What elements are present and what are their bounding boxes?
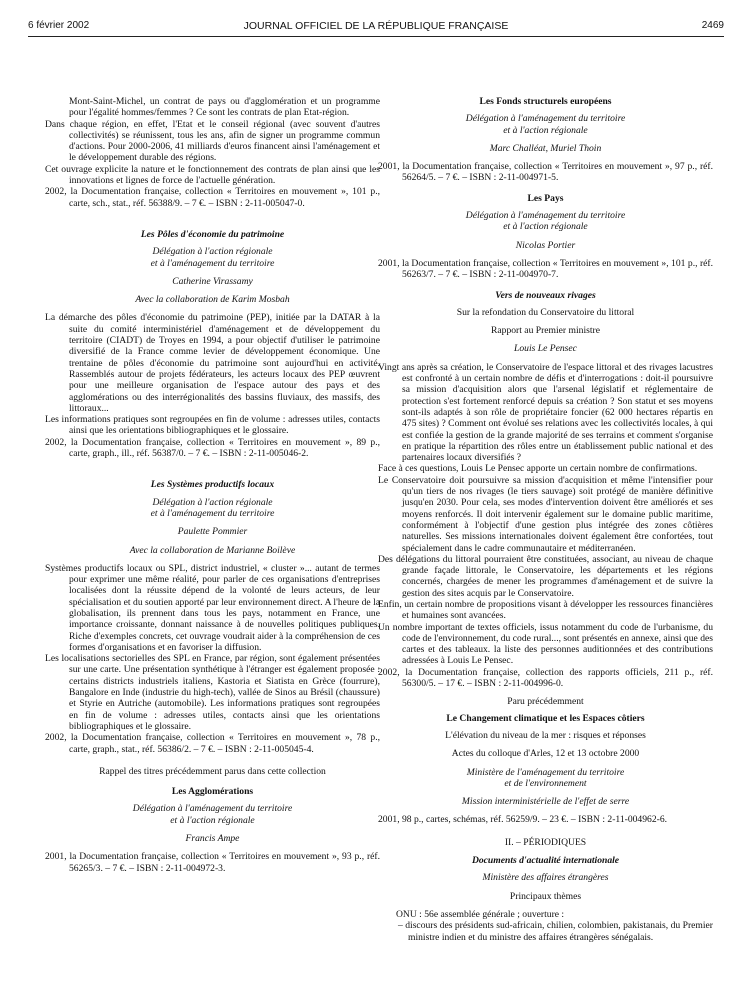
author: Nicolas Portier bbox=[515, 239, 576, 251]
body-paragraph: Le Conservatoire doit poursuivre sa mission d'acquisition et même l'intensifier pour qu'un tiers de nos rivages (le tiers sauvage) soit protégé de manière définitive jusqu'en 2030. Pour cela, ses modes d'intervention doivent être améliorés et ses moyens renforcés. Il doit intervenir également sur le domaine public maritime, conformément à l'objectif d'une gestion plus intégrée des zones côtières naturelles. Ses missions internationales doivent également être confortées, tout spécialement dans le cadre communautaire et méditerranéen. bbox=[378, 474, 713, 554]
collaboration: Avec la collaboration de Marianne Boilève bbox=[129, 544, 296, 556]
section-title: Documents d'actualité internationale bbox=[471, 855, 620, 867]
organisation: Mission interministérielle de l'effet de serre bbox=[461, 796, 630, 808]
section-subtitle: Rapport au Premier ministre bbox=[491, 325, 600, 337]
left-column bbox=[45, 96, 380, 874]
organisation: Ministère de l'aménagement du territoire bbox=[466, 766, 625, 778]
intro-paragraph: Mont-Saint-Michel, un contrat de pays ou d'agglomération et un programme pour l'égalité hommes/femmes ? Ce sont les contrats de plan Etat-région. bbox=[69, 96, 380, 119]
reference: 2001, 98 p., cartes, schémas, réf. 56259/9. – 23 €. – ISBN : 2-11-004962-6. bbox=[378, 814, 668, 826]
section-subtitle: Délégation à l'action régionale bbox=[152, 496, 273, 508]
header-date: 6 février 2002 bbox=[28, 20, 90, 31]
section-title: Les Pays bbox=[527, 192, 564, 204]
body-paragraph: Systèmes productifs locaux ou SPL, district industriel, « cluster »... autant de termes pour exprimer une même réalité, pour parler de ces organisations d'entreprises localisées dont la réussite dépend de la volonté de leurs acteurs, de leur spécialisation et du soutien apporté par leur environnement direct. A l'heure de la globalisation, ils prennent dans tous les pays, notamment en France, une importance croissante, donnant naissance à de nouvelles politiques publiques. Riche d'exemples concrets, cet ouvrage voudrait aider à la compréhension de ces formes d'organisations et en favoriser la diffusion. bbox=[45, 562, 380, 653]
reference: 2002, la Documentation française, collection des rapports officiels, 211 p., réf. 56300/5. – 17 €. – ISBN : 2-11-004996-0. bbox=[378, 666, 713, 690]
intro-paragraph: Dans chaque région, en effet, l'Etat et le conseil régional (avec souvent d'autres collectivités) se réunissent, tous les ans, afin de signer un programme commun d'actions. Pour 2000-2006, 41 milliards d'euros financent ainsi l'aménagement et le développement durable des régions. bbox=[45, 118, 380, 164]
section-title: Les Systèmes productifs locaux bbox=[150, 479, 275, 491]
reference: 2001, la Documentation française, collection « Territoires en mouvement », 101 p., réf. 56263/7. – 7 €. – ISBN : 2-11-004970-7. bbox=[378, 257, 713, 281]
body-paragraph: Les informations pratiques sont regroupées en fin de volume : adresses utiles, contacts ainsi que les orientations bibliographiques et le glossaire. bbox=[45, 414, 380, 437]
section-title: Les Agglomérations bbox=[171, 786, 254, 798]
section-subtitle: Délégation à l'aménagement du territoire bbox=[465, 210, 626, 222]
section-subtitle: Principaux thèmes bbox=[509, 890, 582, 902]
reference: 2002, la Documentation française, collection « Territoires en mouvement », 89 p., carte, graph., ill., réf. 56387/0. – 7 €. – ISBN : 2-11-005046-2. bbox=[45, 436, 380, 460]
reference: 2002, la Documentation française, collection « Territoires en mouvement », 78 p., carte, graph., stat., réf. 56386/2. – 7 €. – ISBN : 2-11-005045-4. bbox=[45, 732, 380, 755]
reference: 2001, la Documentation française, collection « Territoires en mouvement », 93 p., réf. 56265/3. – 7 €. – ISBN : 2-11-004972-3. bbox=[45, 851, 380, 874]
part-heading: II. – PÉRIODIQUES bbox=[504, 836, 587, 848]
section-subtitle: Sur la refondation du Conservatoire du littoral bbox=[456, 306, 635, 318]
body-paragraph: Enfin, un certain nombre de propositions visant à développer les ressources financières et humaines sont avancées. bbox=[378, 598, 713, 622]
section-subtitle: Actes du colloque d'Arles, 12 et 13 octobre 2000 bbox=[451, 748, 640, 760]
intro-paragraph: Cet ouvrage explicite la nature et le fonctionnement des contrats de plan ainsi que les innovations et lignes de force de l'actuelle génération. bbox=[45, 163, 380, 187]
author: Francis Ampe bbox=[185, 833, 240, 845]
body-paragraph: ONU : 56e assemblée générale ; ouverture : bbox=[396, 908, 565, 920]
section-subtitle: Ministère des affaires étrangères bbox=[482, 872, 609, 884]
author: Marc Challéat, Muriel Thoin bbox=[489, 142, 602, 154]
body-paragraph: La démarche des pôles d'économie du patrimoine (PEP), initiée par la DATAR à la suite du comité interministériel d'aménagement et de développement du territoire (CIADT) de Troyes en 1994, a pour objectif d'utiliser le patrimoine diversifié de la France comme levier de développement économique. Une trentaine de pôles d'économie du patrimoine sont aujourd'hui en activité. Rassemblés autour de projets fédérateurs, les acteurs locaux des PEP œuvrent pour une meilleure organisation de l'espace autour des pays et des agglomérations ou des interrégionalités des bassins fluviaux, des massifs, des littoraux... bbox=[45, 312, 380, 414]
reference: 2001, la Documentation française, collection « Territoires en mouvement », 97 p., réf. 56264/5. – 7 €. – ISBN : 2-11-004971-5. bbox=[378, 161, 713, 184]
recall-line: Rappel des titres précédemment parus dans cette collection bbox=[99, 765, 326, 777]
section-title: Les Pôles d'économie du patrimoine bbox=[140, 228, 285, 240]
body-paragraph: Des délégations du littoral pourraient être constituées, associant, au niveau de chaque grande façade littorale, le Conservatoire, les départements et les régions concernés, chargées de mener les programmes d'aménagement et de suivre la gestion des sites acquis par le Conservatoire. bbox=[378, 553, 713, 599]
right-column bbox=[378, 96, 713, 943]
list-item: – discours des présidents sud-africain, chilien, colombien, pakistanais, du Premier ministre indien et du ministre des affaires étrangères sénégalais. bbox=[398, 920, 713, 943]
author: Louis Le Pensec bbox=[514, 343, 577, 355]
section-subtitle: et à l'aménagement du territoire bbox=[150, 507, 275, 519]
section-subtitle: Délégation à l'aménagement du territoire bbox=[132, 803, 293, 815]
section-subtitle: et à l'aménagement du territoire bbox=[150, 257, 275, 269]
section-subtitle: et à l'action régionale bbox=[503, 221, 588, 233]
previously-published: Paru précédemment bbox=[507, 696, 584, 708]
section-subtitle: L'élévation du niveau de la mer : risques et réponses bbox=[445, 729, 646, 741]
author: Catherine Virassamy bbox=[172, 275, 253, 287]
body-paragraph: Un nombre important de textes officiels, issus notamment du code de l'urbanisme, du code de l'environnement, du code rural..., sont présentés en annexe, ainsi que des cartes et des tableaux. la liste des personnes auditionnées et des contributions adressées à Louis Le Pensec. bbox=[378, 621, 713, 667]
reference: 2002, la Documentation française, collection « Territoires en mouvement », 101 p., carte, sch., stat., réf. 56388/9. – 7 €. – ISBN : 2-11-005047-0. bbox=[45, 186, 380, 209]
section-subtitle: et à l'action régionale bbox=[503, 124, 588, 136]
collaboration: Avec la collaboration de Karim Mosbah bbox=[135, 294, 290, 306]
section-title: Vers de nouveaux rivages bbox=[495, 289, 596, 301]
author: Paulette Pommier bbox=[177, 526, 248, 538]
header-rule bbox=[28, 36, 724, 37]
page-header bbox=[28, 20, 724, 34]
page-number: 2469 bbox=[701, 20, 724, 31]
section-title: Le Changement climatique et les Espaces côtiers bbox=[446, 712, 645, 724]
header-title: JOURNAL OFFICIEL DE LA RÉPUBLIQUE FRANÇAISE bbox=[243, 20, 509, 32]
body-paragraph: Les localisations sectorielles des SPL en France, par région, sont également présentées sur une carte. Une présentation synthétique à l'étranger est également proposée : certains districts industriels italiens, Kastoria et Siatista en Grèce (fourrure), Bangalore en Inde (industrie du high-tech), vallée de Sinos au Brésil (chaussure) et Styrie en Autriche (automobile). Les informations pratiques sont regroupées en fin de volume : adresses utiles, contacts ainsi que les orientations bibliographiques et le glossaire. bbox=[45, 653, 380, 732]
section-subtitle: et à l'action régionale bbox=[170, 814, 255, 826]
body-paragraph: Vingt ans après sa création, le Conservatoire de l'espace littoral et des rivages lacustres est confronté à un certain nombre de défis et d'interrogations : doit-il poursuivre sa mission d'acquisition alors que l'arsenal législatif et réglementaire de protection s'est fortement renforcé depuis sa création ? Son statut et ses moyens sont-ils adaptés à son rôle de propriétaire foncier (62 000 hectares répartis en 475 sites) ? Comment ont évolué ses relations avec les collectivités locales, à qui est confiée la gestion de la grande majorité de ses terrains et comment s'organise en pratique la répartition des rôles entre un établissement public national et des partenaires locaux diversifiés ? bbox=[378, 361, 713, 464]
section-subtitle: Délégation à l'action régionale bbox=[152, 246, 273, 258]
organisation: et de l'environnement bbox=[504, 777, 587, 789]
section-title: Les Fonds structurels européens bbox=[479, 96, 612, 107]
section-subtitle: Délégation à l'aménagement du territoire bbox=[465, 113, 626, 125]
body-paragraph: Face à ces questions, Louis Le Pensec apporte un certain nombre de confirmations. bbox=[378, 463, 698, 475]
